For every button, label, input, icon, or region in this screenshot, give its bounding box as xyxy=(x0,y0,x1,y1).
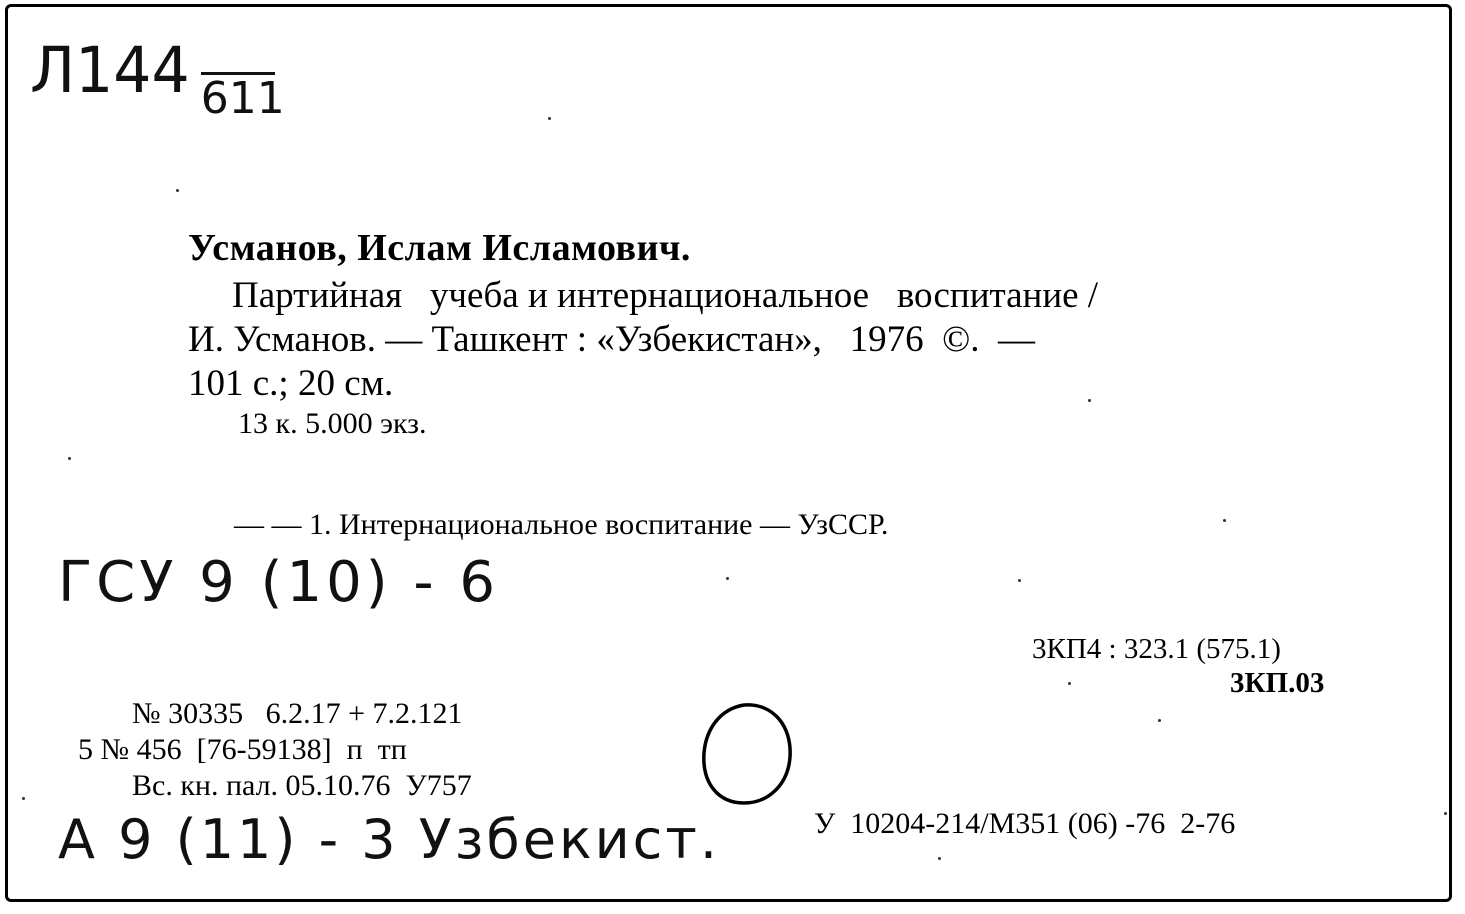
extent-line: 101 с.; 20 см. xyxy=(188,363,394,404)
speck xyxy=(548,117,551,120)
speck xyxy=(1158,719,1161,722)
handwritten-shelfmark xyxy=(30,34,285,124)
catalog-card xyxy=(5,4,1452,902)
speck xyxy=(1444,812,1447,815)
shelfmark-sub xyxy=(200,72,285,124)
index-code: У 10204-214/М351 (06) -76 2-76 xyxy=(814,807,1236,840)
title-line-1: Партийная учеба и интернациональное воспитание / xyxy=(232,275,1099,316)
speck xyxy=(22,797,25,800)
speck xyxy=(1018,579,1021,582)
classification-secondary: 3КП.03 xyxy=(1230,667,1325,699)
speck xyxy=(1068,682,1071,685)
speck xyxy=(1088,399,1091,402)
speck xyxy=(938,857,941,860)
speck xyxy=(68,457,71,460)
handwritten-code-mid: ГСУ 9 (10) - 6 xyxy=(58,550,499,615)
author-heading: Усманов, Ислам Исламович. xyxy=(188,227,691,269)
classification-main: 3КП4 : 323.1 (575.1) xyxy=(1032,633,1281,665)
title-line-2: И. Усманов. — Ташкент : «Узбекистан», 1976 ©. — xyxy=(188,319,1036,360)
printing-line-3: Вс. кн. пал. 05.10.76 У757 xyxy=(132,769,472,802)
printing-line-1: № 30335 6.2.17 + 7.2.121 xyxy=(132,697,463,730)
speck xyxy=(176,189,179,192)
subject-heading: — — 1. Интернациональное воспитание — УзССР. xyxy=(234,508,889,541)
shelfmark-main: Л144 xyxy=(30,34,190,108)
speck xyxy=(726,577,729,580)
printing-line-2: 5 № 456 [76-59138] п тп xyxy=(78,733,407,766)
handwritten-code-bottom: А 9 (11) - 3 Узбекист. xyxy=(58,808,720,871)
price-line: 13 к. 5.000 экз. xyxy=(238,407,427,440)
shelfmark-sub-text: 611 xyxy=(200,73,285,124)
circle-mark-icon xyxy=(696,699,796,811)
speck xyxy=(1223,519,1226,522)
